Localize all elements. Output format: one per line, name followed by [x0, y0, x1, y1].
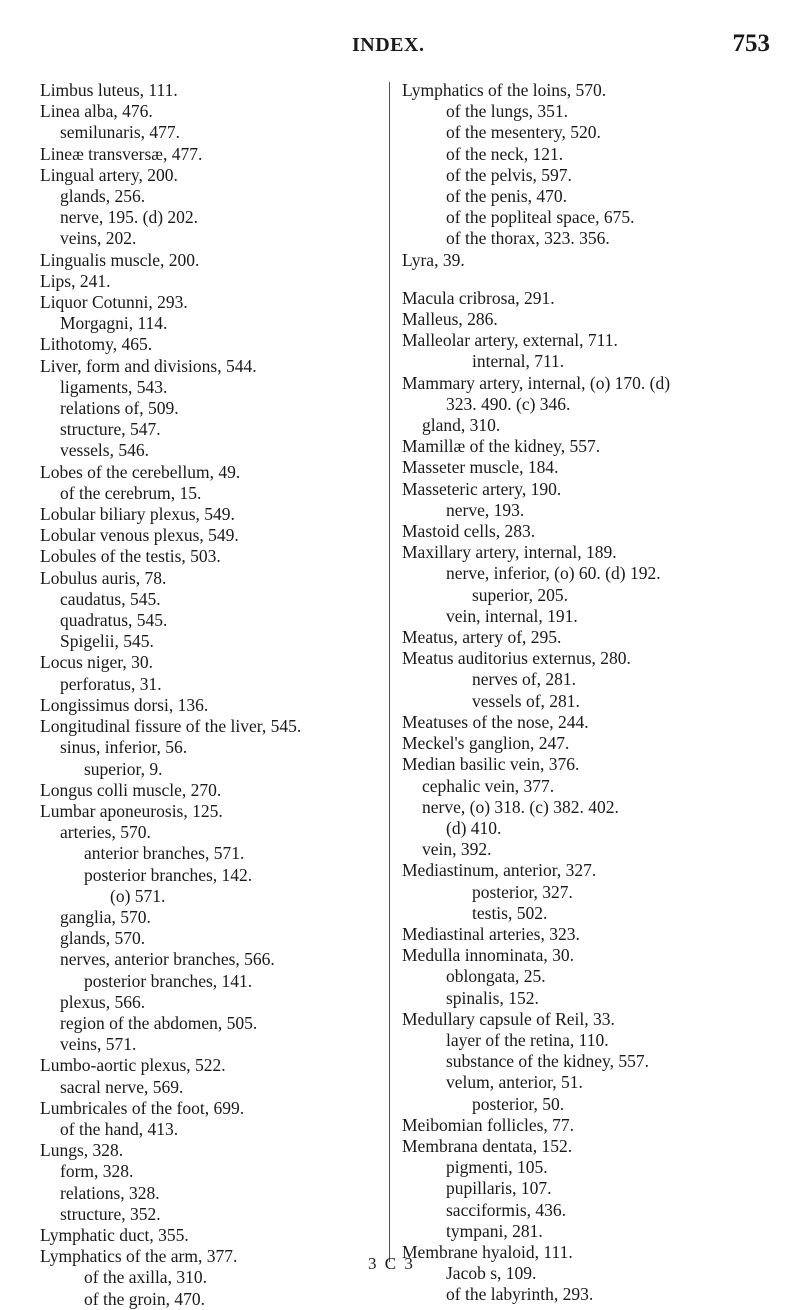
- index-entry: testis, 502.: [472, 902, 548, 923]
- index-entry: relations, 328.: [60, 1182, 160, 1203]
- index-entry: substance of the kidney, 557.: [446, 1051, 649, 1072]
- section-gap: [402, 271, 782, 288]
- index-entry: Lungs, 328.: [40, 1140, 124, 1161]
- index-entry: Medulla innominata, 30.: [402, 945, 575, 966]
- index-entry: semilunaris, 477.: [60, 122, 181, 143]
- index-entry: Liquor Cotunni, 293.: [40, 292, 188, 313]
- index-entry: Longus colli muscle, 270.: [40, 779, 222, 800]
- index-column-right: [402, 80, 782, 1306]
- index-entry: Lumbo-aortic plexus, 522.: [40, 1055, 226, 1076]
- index-entry: cephalic vein, 377.: [422, 775, 555, 796]
- index-entry: posterior, 50.: [472, 1093, 565, 1114]
- index-entry: sacciformis, 436.: [446, 1199, 567, 1220]
- column-divider: [389, 82, 390, 1262]
- index-entry: Jacob s, 109.: [446, 1263, 537, 1284]
- index-entry: Median basilic vein, 376.: [402, 754, 580, 775]
- index-entry: pupillaris, 107.: [446, 1178, 552, 1199]
- index-entry: Meckel's ganglion, 247.: [402, 733, 570, 754]
- index-entry: nerve, inferior, (o) 60. (d) 192.: [446, 563, 661, 584]
- index-entry: of the mesentery, 520.: [446, 122, 601, 143]
- index-entry: (o) 571.: [110, 885, 166, 906]
- index-entry: veins, 202.: [60, 228, 137, 249]
- index-entry: glands, 256.: [60, 186, 146, 207]
- index-entry: of the axilla, 310.: [84, 1267, 207, 1288]
- index-entry: Lobulus auris, 78.: [40, 567, 167, 588]
- index-entry: Malleolar artery, external, 711.: [402, 330, 618, 351]
- index-entry: Lumbar aponeurosis, 125.: [40, 800, 223, 821]
- index-entry: relations of, 509.: [60, 398, 179, 419]
- index-entry: Limbus luteus, 111.: [40, 80, 178, 100]
- index-entry: of the hand, 413.: [60, 1118, 179, 1139]
- index-entry: glands, 570.: [60, 928, 146, 949]
- index-entry: of the lungs, 351.: [446, 101, 569, 122]
- index-entry: Lymphatics of the loins, 570.: [402, 80, 607, 100]
- index-entry: of the neck, 121.: [446, 143, 564, 164]
- index-entry: Lyra, 39.: [402, 249, 465, 270]
- index-entry: Longitudinal fissure of the liver, 545.: [40, 716, 302, 737]
- index-entry: perforatus, 31.: [60, 673, 162, 694]
- index-entry: velum, anterior, 51.: [446, 1072, 583, 1093]
- index-entry: Lobular biliary plexus, 549.: [40, 504, 235, 525]
- index-entry: posterior branches, 142.: [84, 864, 253, 885]
- index-entry: Longissimus dorsi, 136.: [40, 694, 209, 715]
- index-entry: Maxillary artery, internal, 189.: [402, 542, 617, 563]
- index-entry: vein, internal, 191.: [446, 605, 578, 626]
- index-entry: of the groin, 470.: [84, 1288, 206, 1309]
- index-entry: of the cerebrum, 15.: [60, 482, 202, 503]
- index-entry: gland, 310.: [422, 415, 501, 436]
- index-entry: anterior branches, 571.: [84, 843, 245, 864]
- index-entry: spinalis, 152.: [446, 987, 539, 1008]
- index-entry: Mediastinal arteries, 323.: [402, 923, 580, 944]
- index-entry: Masseter muscle, 184.: [402, 457, 559, 478]
- index-entry: Lobules of the testis, 503.: [40, 546, 221, 567]
- index-entry: Lineæ transversæ, 477.: [40, 143, 203, 164]
- index-entry: vessels, 546.: [60, 440, 149, 461]
- index-entry: structure, 547.: [60, 419, 161, 440]
- index-entry: veins, 571.: [60, 1034, 137, 1055]
- index-entry: Mamillæ of the kidney, 557.: [402, 436, 601, 457]
- index-entry: internal, 711.: [472, 351, 565, 372]
- index-entry: Lithotomy, 465.: [40, 334, 153, 355]
- index-entry: Lips, 241.: [40, 270, 111, 291]
- index-entry: structure, 352.: [60, 1203, 161, 1224]
- index-entry: Linea alba, 476.: [40, 101, 153, 122]
- index-entry: Liver, form and divisions, 544.: [40, 355, 257, 376]
- index-entry: vessels of, 281.: [472, 690, 580, 711]
- index-entry: arteries, 570.: [60, 822, 151, 843]
- index-entry: layer of the retina, 110.: [446, 1029, 609, 1050]
- index-entry: Meatuses of the nose, 244.: [402, 711, 589, 732]
- index-column-left: [40, 80, 385, 1310]
- page-title: INDEX.: [352, 34, 425, 56]
- page-number: 753: [732, 30, 770, 57]
- index-entry: Meibomian follicles, 77.: [402, 1114, 575, 1135]
- index-entry: nerve, 193.: [446, 499, 525, 520]
- index-entry: region of the abdomen, 505.: [60, 1012, 258, 1033]
- index-entry: of the thorax, 323. 356.: [446, 228, 610, 249]
- index-entry: sacral nerve, 569.: [60, 1076, 184, 1097]
- index-entry: nerve, 195. (d) 202.: [60, 207, 199, 228]
- index-entry: Mammary artery, internal, (o) 170. (d): [402, 372, 671, 393]
- index-entry: caudatus, 545.: [60, 588, 161, 609]
- index-entry: Morgagni, 114.: [60, 313, 168, 334]
- index-entry: Lymphatic duct, 355.: [40, 1224, 189, 1245]
- index-entry: Masseteric artery, 190.: [402, 478, 562, 499]
- index-entry: of the pelvis, 597.: [446, 164, 572, 185]
- printer-signature-mark: 3 C 3: [368, 1254, 415, 1273]
- index-entry: ligaments, 543.: [60, 376, 168, 397]
- index-entry: (d) 410.: [446, 817, 502, 838]
- index-entry: Lymphatics of the arm, 377.: [40, 1246, 238, 1267]
- index-entry: Malleus, 286.: [402, 309, 498, 330]
- index-entry: Meatus, artery of, 295.: [402, 627, 562, 648]
- index-entry: superior, 205.: [472, 584, 569, 605]
- index-entry: Macula cribrosa, 291.: [402, 287, 555, 308]
- index-entry: Medullary capsule of Reil, 33.: [402, 1008, 615, 1029]
- index-entry: superior, 9.: [84, 758, 163, 779]
- index-entry: tympani, 281.: [446, 1220, 543, 1241]
- index-entry: Mastoid cells, 283.: [402, 521, 536, 542]
- index-entry: of the labyrinth, 293.: [446, 1284, 594, 1305]
- index-entry: sinus, inferior, 56.: [60, 737, 188, 758]
- index-entry: Lobular venous plexus, 549.: [40, 525, 239, 546]
- index-entry: Membrane hyaloid, 111.: [402, 1241, 573, 1262]
- index-entry: Spigelii, 545.: [60, 631, 154, 652]
- index-entry: Meatus auditorius externus, 280.: [402, 648, 631, 669]
- index-entry: Locus niger, 30.: [40, 652, 154, 673]
- index-entry: oblongata, 25.: [446, 966, 546, 987]
- index-entry: Lingual artery, 200.: [40, 164, 178, 185]
- index-entry: Lumbricales of the foot, 699.: [40, 1097, 245, 1118]
- index-entry: of the penis, 470.: [446, 186, 568, 207]
- index-entry: plexus, 566.: [60, 991, 146, 1012]
- index-entry: Mediastinum, anterior, 327.: [402, 860, 597, 881]
- page-header: [0, 30, 800, 60]
- index-entry: posterior branches, 141.: [84, 970, 253, 991]
- index-entry: vein, 392.: [422, 839, 492, 860]
- index-entry: Lobes of the cerebellum, 49.: [40, 461, 241, 482]
- index-entry: ganglia, 570.: [60, 906, 151, 927]
- index-entry: nerve, (o) 318. (c) 382. 402.: [422, 796, 619, 817]
- index-entry: quadratus, 545.: [60, 610, 168, 631]
- index-entry: form, 328.: [60, 1161, 134, 1182]
- index-entry: nerves of, 281.: [472, 669, 577, 690]
- index-entry: nerves, anterior branches, 566.: [60, 949, 275, 970]
- index-entry: Membrana dentata, 152.: [402, 1135, 573, 1156]
- index-entry: posterior, 327.: [472, 881, 573, 902]
- index-entry: Lingualis muscle, 200.: [40, 249, 200, 270]
- index-entry: of the popliteal space, 675.: [446, 207, 635, 228]
- index-entry: 323. 490. (c) 346.: [446, 393, 571, 414]
- index-entry: pigmenti, 105.: [446, 1157, 548, 1178]
